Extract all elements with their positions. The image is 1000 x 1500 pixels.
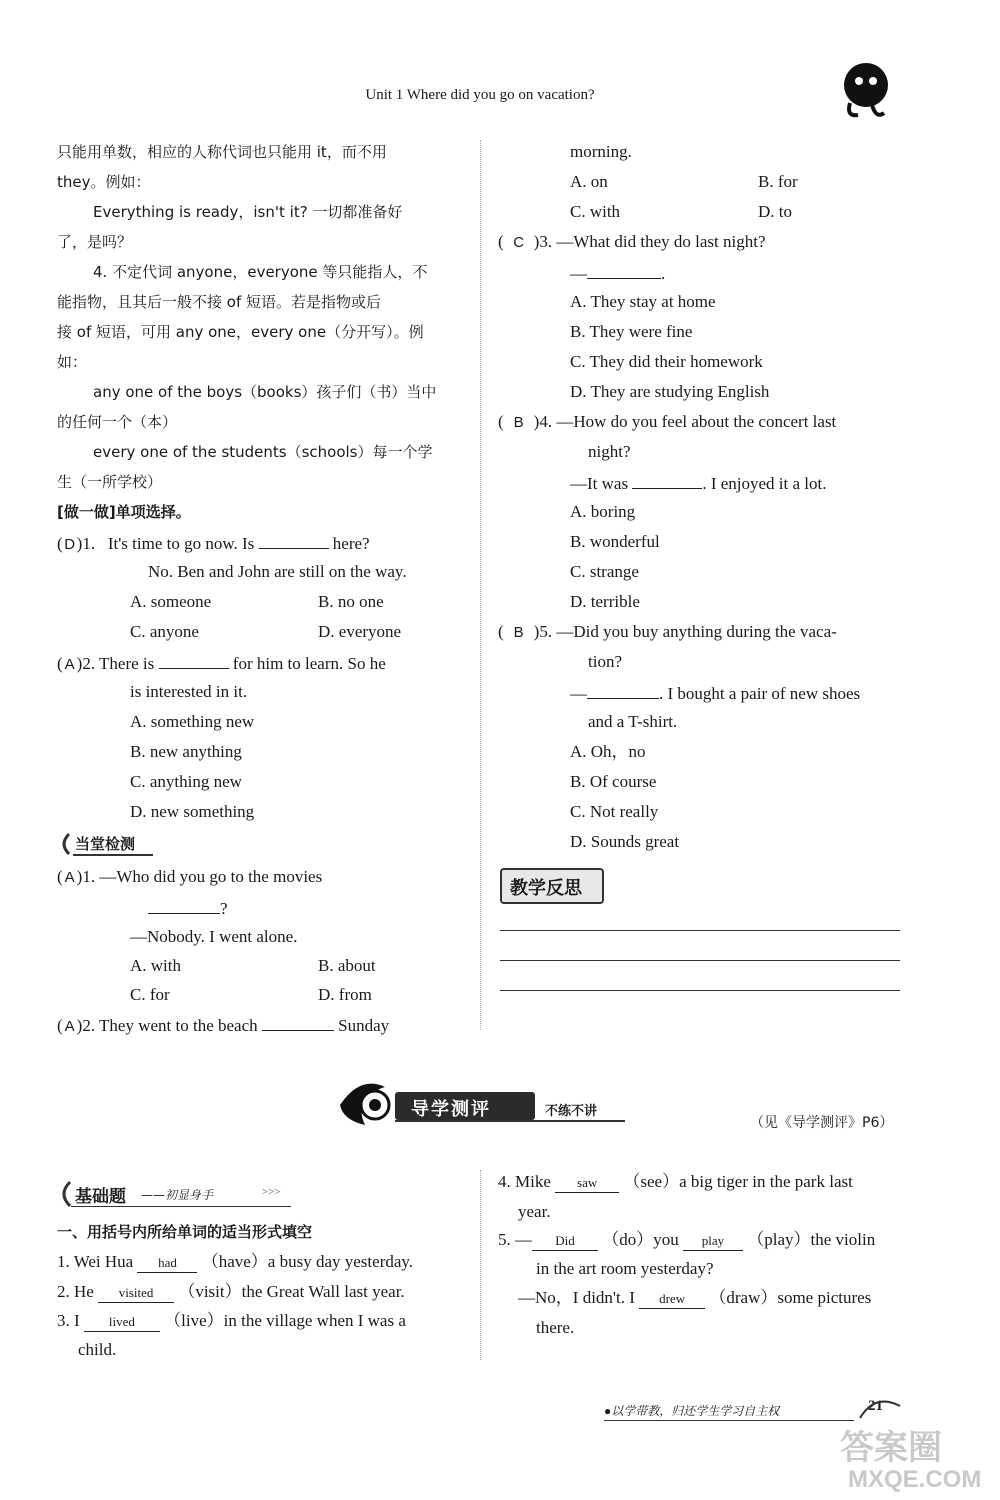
reflection-line[interactable] (500, 930, 900, 931)
para-line: any one of the boys（books）孩子们（书）当中 (93, 383, 437, 401)
option: D. new something (130, 802, 255, 821)
option: C. for (130, 985, 170, 1004)
question: ( C )3. —What did they do last night? (498, 230, 766, 255)
answer-blank[interactable] (587, 680, 659, 699)
bracket-icon (57, 1180, 73, 1208)
option: B. They were fine (570, 322, 693, 341)
filled-answer[interactable]: drew (639, 1290, 705, 1309)
filled-answer[interactable]: saw (555, 1174, 619, 1193)
para-line: 生（一所学校） (57, 473, 163, 491)
banner-tag: 不练不讲 (545, 1104, 598, 1119)
practice-title: [做一做]单项选择。 (57, 503, 191, 521)
banner: 导学测评 (395, 1092, 535, 1120)
question-line: ? (148, 895, 228, 921)
answer-blank[interactable] (259, 530, 329, 549)
question: ( B )5. —Did you buy anything during the vaca- (498, 620, 837, 645)
reflection-header: 教学反思 (500, 868, 604, 904)
para-line: every one of the students（schools）每一个学 (93, 443, 433, 461)
para-line: they。例如： (57, 173, 151, 191)
option: B. new anything (130, 742, 242, 761)
fill-question-line: year. (518, 1202, 551, 1221)
option: B. Of course (570, 772, 657, 791)
option: D. from (318, 985, 372, 1004)
option: B. wonderful (570, 532, 660, 551)
question-line: —Nobody. I went alone. (130, 927, 298, 946)
answer: A (64, 869, 75, 886)
question-line: —It was . I enjoyed it a lot. (570, 470, 827, 496)
answer: C (513, 234, 525, 251)
check-section-header: 当堂检测 (57, 832, 153, 854)
option: D. to (758, 202, 792, 221)
question-line: tion? (588, 652, 622, 671)
answer: D (64, 536, 76, 553)
option: A. someone (130, 592, 212, 611)
question-line: and a T-shirt. (588, 712, 678, 731)
option: C. with (570, 202, 621, 221)
fill-question: 2. He visited （visit）the Great Wall last year. (57, 1282, 405, 1301)
option: C. anyone (130, 622, 199, 641)
option: B. no one (318, 592, 384, 611)
fill-question-line: in the art room yesterday? (536, 1259, 714, 1278)
question-line: morning. (570, 142, 632, 161)
basic-header: 基础题 ——初显身手 >>> (57, 1180, 297, 1210)
unit-title: Unit 1 Where did you go on vacation? (365, 87, 595, 103)
option: A. something new (130, 712, 255, 731)
option: B. about (318, 956, 376, 975)
question-line: No. Ben and John are still on the way. (148, 562, 407, 581)
option: D. terrible (570, 592, 640, 611)
section-title: 一、用括号内所给单词的适当形式填空 (57, 1223, 313, 1241)
filled-answer[interactable]: play (683, 1232, 743, 1251)
fill-question: 1. Wei Hua had （have）a busy day yesterday. (57, 1252, 414, 1271)
para-line: 的任何一个（本） (57, 413, 178, 431)
option: A. They stay at home (570, 292, 716, 311)
option: D. They are studying English (570, 382, 770, 401)
question: ( B )4. —How do you feel about the concert last (498, 410, 836, 435)
fill-question-line: child. (78, 1340, 117, 1359)
option: A. on (570, 172, 608, 191)
question: ( A )2. They went to the beach Sunday (57, 1012, 389, 1039)
fill-question: 5. — Did （do）you play （play）the violin (498, 1230, 876, 1249)
page-header (320, 87, 640, 104)
answer: B (513, 624, 524, 641)
banner-underline (395, 1120, 625, 1122)
answer-blank[interactable] (159, 650, 229, 669)
footer-rule (604, 1420, 854, 1421)
question-line: — . (570, 260, 665, 286)
para-line: 4. 不定代词 anyone，everyone 等只能指人，不 (93, 263, 428, 281)
para-line: 如： (57, 353, 88, 371)
answer: A (64, 1018, 75, 1035)
option: B. for (758, 172, 798, 191)
fill-question: 3. I lived （live）in the village when I was a (57, 1311, 406, 1330)
option: C. Not really (570, 802, 659, 821)
para-line: 只能用单数，相应的人称代词也只能用 it，而不用 (57, 143, 387, 161)
para-line: 了，是吗？ (57, 233, 133, 251)
option: C. They did their homework (570, 352, 763, 371)
watermark: 答案圈 MXQE.COM (840, 1428, 982, 1493)
chevron-arrows-icon: >>> (262, 1186, 281, 1198)
question: ( D)1. It's time to go now. Is here? (57, 530, 370, 557)
answer-blank[interactable] (587, 260, 661, 279)
option: C. strange (570, 562, 639, 581)
para-line: 能指物，且其后一般不接 of 短语。若是指物或后 (57, 293, 381, 311)
option: C. anything new (130, 772, 242, 791)
filled-answer[interactable]: lived (84, 1313, 160, 1332)
filled-answer[interactable]: visited (98, 1284, 174, 1303)
option: A. boring (570, 502, 636, 521)
reflection-line[interactable] (500, 960, 900, 961)
question-line: — . I bought a pair of new shoes (570, 680, 860, 706)
question: ( A )1. —Who did you go to the movies (57, 865, 322, 890)
para-line: 接 of 短语，可用 any one，every one（分开写）。例 (57, 323, 424, 341)
question-line: night? (588, 442, 631, 461)
option: D. Sounds great (570, 832, 680, 851)
option: A. Oh，no (570, 742, 646, 761)
filled-answer[interactable]: Did (532, 1232, 598, 1251)
para-line: Everything is ready，isn't it? 一切都准备好 (93, 203, 403, 221)
answer: A (64, 656, 75, 673)
answer-blank[interactable] (148, 895, 220, 914)
filled-answer[interactable]: had (137, 1254, 197, 1273)
fill-question: 4. Mike saw （see）a big tiger in the park last (498, 1172, 853, 1191)
page-number: 21 (868, 1398, 883, 1414)
reflection-line[interactable] (500, 990, 900, 991)
banner-ref: （见《导学测评》P6） (750, 1115, 894, 1131)
footer-slogan: ●以学带教，归还学生学习自主权 (604, 1404, 780, 1418)
option: D. everyone (318, 622, 402, 641)
question: ( A )2. There is for him to learn. So he (57, 650, 386, 677)
answer: B (513, 414, 524, 431)
option: A. with (130, 956, 181, 975)
question-line: is interested in it. (130, 682, 248, 701)
bracket-icon (57, 832, 73, 856)
fill-question-line: there. (536, 1318, 575, 1337)
answer-blank[interactable] (262, 1012, 334, 1031)
answer-blank[interactable] (632, 470, 702, 489)
fill-question: —No，I didn't. I drew （draw）some pictures (518, 1288, 872, 1307)
mascot-icon (828, 55, 898, 125)
bullet-icon: ● (604, 1404, 612, 1418)
